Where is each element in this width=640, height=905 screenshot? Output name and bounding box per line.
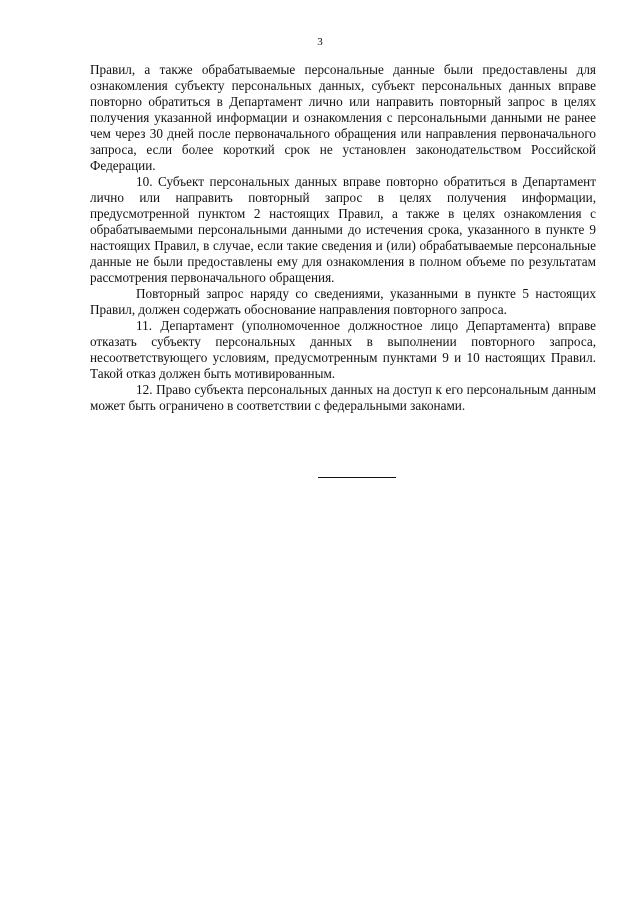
paragraph-item-10: 10. Субъект персональных данных вправе повторно обратиться в Департамент лично или направить повторный запрос в целях получения информации, предусмотренной пунктом 2 настоящих Правил, а также в целях ознакомления с обрабатываемыми персональными данными до истечения срока, указанного в пункте 9 настоящих Правил, в случае, если такие сведения и (или) обрабатываемые персональные данные не были предоставлены ему для ознакомления в полном объеме по результатам рассмотрения первоначального обращения. xyxy=(90,174,596,285)
document-body xyxy=(90,62,596,414)
paragraph-item-11: 11. Департамент (уполномоченное должностное лицо Департамента) вправе отказать субъекту персональных данных в выполнении повторного запроса, несоответствующего условиям, предусмотренным пунктами 9 и 10 настоящих Правил. Такой отказ должен быть мотивированным. xyxy=(90,318,596,381)
end-of-document-rule xyxy=(318,477,396,478)
paragraph-item-12: 12. Право субъекта персональных данных на доступ к его персональным данным может быть ограничено в соответствии с федеральными законами. xyxy=(90,382,596,413)
page-number: 3 xyxy=(317,36,323,48)
paragraph-continuation: Правил, а также обрабатываемые персональные данные были предоставлены для ознакомления субъекту персональных данных, субъект персональных данных вправе повторно обратиться в Департамент лично или направить повторный запрос в целях получения указанной информации и ознакомления с персональными данными не ранее чем через 30 дней после первоначального обращения или направления первоначального запроса, если более короткий срок не установлен законодательством Российской Федерации. xyxy=(90,62,596,173)
paragraph-repeat-request: Повторный запрос наряду со сведениями, указанными в пункте 5 настоящих Правил, должен содержать обоснование направления повторного запроса. xyxy=(90,286,596,317)
